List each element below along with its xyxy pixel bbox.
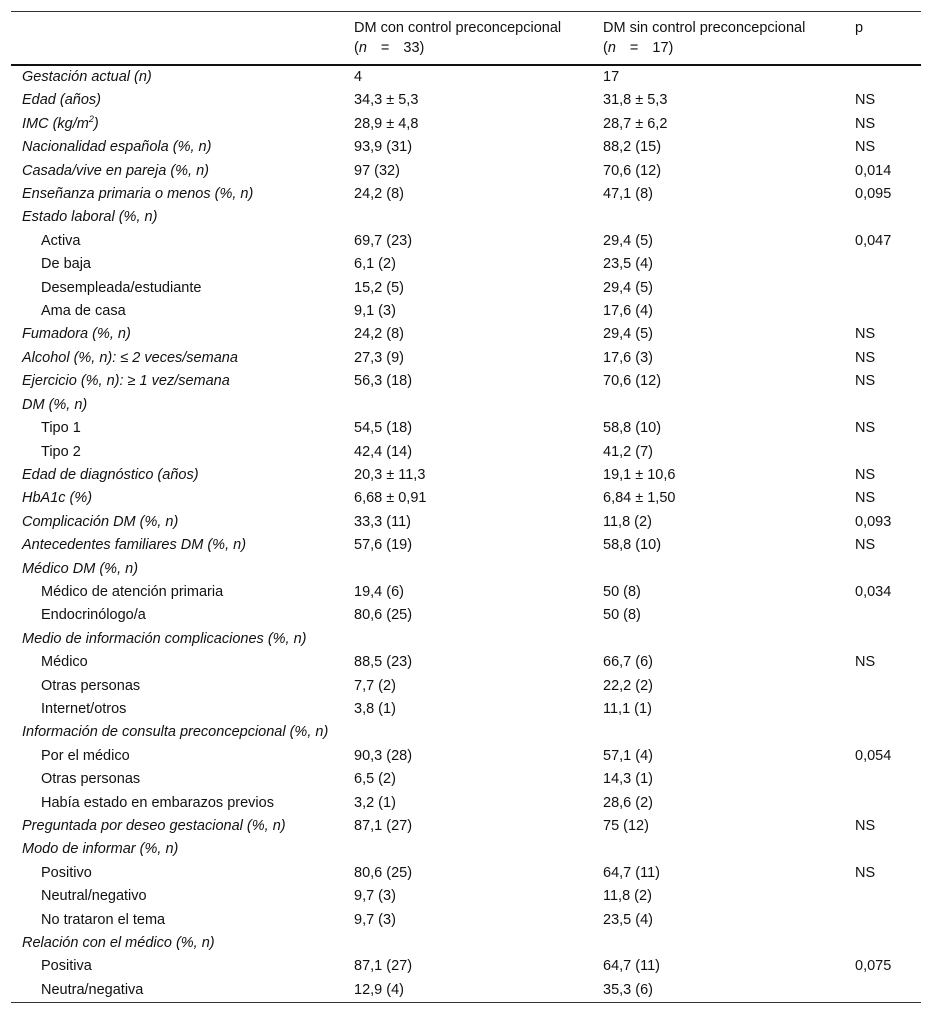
table-row xyxy=(11,955,921,978)
row-label: Edad (años) xyxy=(22,92,101,109)
row-label: DM (%, n) xyxy=(22,396,88,413)
value-without-control: 70,6 (12) xyxy=(603,162,662,179)
value-with-control xyxy=(344,838,593,861)
value-with-control: 7,7 (2) xyxy=(354,677,396,694)
table-row xyxy=(11,300,921,323)
row-label: IMC $(kg/m^2)$ xyxy=(22,113,99,132)
value-with-control: 28,9 ± 4,8 xyxy=(354,115,419,132)
value-without-control: 57,1 (4) xyxy=(603,747,653,764)
value-without-control: 50 (8) xyxy=(603,583,641,600)
row-label: Relación con el médico (%, n) xyxy=(22,935,215,952)
header-with-control-title: DM con control preconcepcional xyxy=(354,20,562,36)
row-label: Medio de información complicaciones (%, n) xyxy=(22,630,307,647)
value-without-control xyxy=(593,394,848,417)
table-row xyxy=(11,534,921,557)
p-value xyxy=(848,768,921,791)
table-header-row xyxy=(11,12,921,65)
row-sublabel: Neutra/negativa xyxy=(11,979,344,1003)
table-row xyxy=(11,347,921,370)
value-with-control: 33,3 (11) xyxy=(354,513,411,530)
value-without-control xyxy=(593,932,848,955)
value-without-control: 58,8 (10) xyxy=(603,537,662,554)
row-sublabel: Otras personas xyxy=(41,677,141,694)
value-without-control: 11,8 (2) xyxy=(603,513,652,530)
header-with-control-n: (n = 33) xyxy=(354,40,425,56)
value-without-control: 29,4 (5) xyxy=(603,232,653,249)
row-sublabel: Tipo 2 xyxy=(41,443,81,460)
row-sublabel: Había estado en embarazos previos xyxy=(41,794,274,811)
p-value: NS xyxy=(855,349,876,366)
value-without-control xyxy=(593,628,848,651)
table-row xyxy=(11,464,921,487)
row-label: Edad de diagnóstico (años) xyxy=(22,466,199,483)
table-body xyxy=(11,65,921,1003)
value-with-control: 12,9 (4) xyxy=(344,979,593,1003)
row-sublabel: Endocrinólogo/a xyxy=(41,607,146,624)
p-value: 0,034 xyxy=(855,583,892,600)
value-without-control xyxy=(593,721,848,744)
table-row xyxy=(11,253,921,276)
value-without-control: 17,6 (3) xyxy=(603,349,653,366)
table-row xyxy=(11,558,921,581)
table-row xyxy=(11,511,921,534)
p-value: 0,093 xyxy=(855,513,892,530)
value-with-control: 57,6 (19) xyxy=(354,537,413,554)
value-with-control: 24,2 (8) xyxy=(354,326,404,343)
table-row xyxy=(11,979,921,1003)
value-without-control: 17 xyxy=(603,69,620,85)
p-value xyxy=(848,932,921,955)
value-without-control: 11,1 (1) xyxy=(603,700,652,717)
value-without-control: 23,5 (4) xyxy=(603,911,653,928)
header-p-value: p xyxy=(848,12,921,65)
value-with-control: 54,5 (18) xyxy=(354,420,413,437)
value-with-control xyxy=(344,206,593,229)
table-row xyxy=(11,65,921,89)
table-row xyxy=(11,230,921,253)
value-without-control: 11,8 (2) xyxy=(603,888,652,905)
value-with-control: 87,1 (27) xyxy=(354,818,413,834)
table-row xyxy=(11,745,921,768)
table-row xyxy=(11,113,921,136)
p-value xyxy=(848,394,921,417)
p-value xyxy=(848,628,921,651)
table-row xyxy=(11,932,921,955)
value-with-control: 9,7 (3) xyxy=(354,911,396,928)
value-with-control: 80,6 (25) xyxy=(354,864,413,881)
row-sublabel: Activa xyxy=(41,232,81,249)
p-value xyxy=(848,604,921,627)
p-value: 0,047 xyxy=(855,232,892,249)
row-label: Fumadora (%, n) xyxy=(22,326,131,343)
value-with-control xyxy=(344,932,593,955)
row-sublabel: Por el médico xyxy=(41,747,130,764)
value-without-control: 31,8 ± 5,3 xyxy=(603,92,668,109)
value-without-control: 28,7 ± 6,2 xyxy=(603,115,668,132)
p-value xyxy=(848,909,921,932)
value-with-control: 42,4 (14) xyxy=(354,443,413,460)
row-sublabel: Neutral/negativo xyxy=(41,888,147,905)
value-with-control: 3,8 (1) xyxy=(354,700,396,717)
row-sublabel: Positivo xyxy=(41,864,92,881)
value-with-control xyxy=(344,628,593,651)
table-row xyxy=(11,183,921,206)
row-sublabel: Ama de casa xyxy=(41,303,126,320)
value-with-control: 93,9 (31) xyxy=(354,139,413,156)
row-label: HbA1c (%) xyxy=(22,490,93,507)
value-with-control: 24,2 (8) xyxy=(354,186,404,203)
p-value: NS xyxy=(855,115,876,132)
value-with-control: 87,1 (27) xyxy=(354,958,413,975)
value-with-control: 97 (32) xyxy=(354,162,400,179)
p-value xyxy=(848,721,921,744)
value-without-control xyxy=(593,558,848,581)
p-value xyxy=(848,885,921,908)
value-with-control: 3,2 (1) xyxy=(354,794,396,811)
row-label: Médico DM (%, n) xyxy=(22,560,139,577)
p-value: NS xyxy=(855,490,876,507)
table-row xyxy=(11,323,921,346)
value-with-control: 27,3 (9) xyxy=(354,349,404,366)
p-value xyxy=(848,300,921,323)
table-row xyxy=(11,441,921,464)
value-with-control: 34,3 ± 5,3 xyxy=(354,92,419,109)
table-row xyxy=(11,721,921,744)
row-label: Estado laboral (%, n) xyxy=(22,209,158,226)
row-label: Casada/vive en pareja (%, n) xyxy=(22,162,209,179)
header-without-control xyxy=(593,12,848,65)
value-with-control xyxy=(344,394,593,417)
p-value xyxy=(848,277,921,300)
value-with-control: 6,1 (2) xyxy=(354,256,396,273)
p-value xyxy=(848,558,921,581)
p-value: NS xyxy=(855,92,876,109)
table-row xyxy=(11,628,921,651)
value-with-control: 90,3 (28) xyxy=(354,747,413,764)
value-without-control: 23,5 (4) xyxy=(603,256,653,273)
value-without-control: 50 (8) xyxy=(603,607,641,624)
value-without-control: 6,84 ± 1,50 xyxy=(603,490,676,507)
p-value xyxy=(848,675,921,698)
value-with-control: 6,5 (2) xyxy=(354,771,396,788)
table-row xyxy=(11,862,921,885)
table-row xyxy=(11,838,921,861)
table-row xyxy=(11,792,921,815)
table-row xyxy=(11,885,921,908)
value-without-control: 75 (12) xyxy=(603,818,649,834)
value-without-control xyxy=(593,838,848,861)
p-value: NS xyxy=(855,537,876,554)
table-row xyxy=(11,675,921,698)
value-with-control: 4 xyxy=(354,69,363,85)
value-without-control: 88,2 (15) xyxy=(603,139,662,156)
value-with-control: 20,3 ± 11,3 xyxy=(354,466,426,483)
table-row xyxy=(11,394,921,417)
p-value: NS xyxy=(855,654,876,671)
p-value xyxy=(848,698,921,721)
p-value: 0,075 xyxy=(855,958,892,975)
p-value: 0,014 xyxy=(855,162,892,179)
value-with-control: 88,5 (23) xyxy=(354,654,413,671)
value-without-control: 29,4 (5) xyxy=(603,326,653,343)
value-without-control: 19,1 ± 10,6 xyxy=(603,466,676,483)
table-row xyxy=(11,277,921,300)
value-with-control: 80,6 (25) xyxy=(354,607,413,624)
value-without-control: 22,2 (2) xyxy=(603,677,653,694)
header-without-control-title: DM sin control preconcepcional xyxy=(603,20,806,36)
p-value xyxy=(848,206,921,229)
table-row xyxy=(11,581,921,604)
row-label: Antecedentes familiares DM (%, n) xyxy=(22,537,247,554)
p-value xyxy=(848,792,921,815)
row-label: Enseñanza primaria o menos (%, n) xyxy=(22,186,254,203)
table-row xyxy=(11,651,921,674)
p-value: NS xyxy=(855,373,876,390)
row-sublabel: Tipo 1 xyxy=(41,420,81,437)
table-row xyxy=(11,768,921,791)
header-without-control-n: (n = 17) xyxy=(603,40,674,56)
value-without-control: 14,3 (1) xyxy=(603,771,653,788)
p-value: NS xyxy=(855,818,876,834)
value-with-control xyxy=(344,558,593,581)
value-without-control: 64,7 (11) xyxy=(603,958,660,975)
row-sublabel: Médico de atención primaria xyxy=(41,583,224,600)
p-value: NS xyxy=(855,139,876,156)
p-value xyxy=(848,441,921,464)
table-row xyxy=(11,370,921,393)
table-row xyxy=(11,206,921,229)
value-with-control xyxy=(344,721,593,744)
table-row xyxy=(11,487,921,510)
p-value xyxy=(848,838,921,861)
value-without-control: 28,6 (2) xyxy=(603,794,653,811)
table-row xyxy=(11,89,921,112)
table-row xyxy=(11,698,921,721)
table-row xyxy=(11,136,921,159)
row-label: Información de consulta preconcepcional (%, n) xyxy=(22,724,329,741)
row-label: Modo de informar (%, n) xyxy=(22,841,179,858)
value-without-control: 64,7 (11) xyxy=(603,864,660,881)
row-label: Preguntada por deseo gestacional (%, n) xyxy=(22,818,286,834)
table-row xyxy=(11,815,921,838)
p-value xyxy=(848,65,921,89)
row-label: Gestación actual (n) xyxy=(22,69,152,85)
row-label: Nacionalidad española (%, n) xyxy=(22,139,212,156)
row-sublabel: Otras personas xyxy=(41,771,141,788)
value-with-control: 69,7 (23) xyxy=(354,232,413,249)
value-without-control: 66,7 (6) xyxy=(603,654,653,671)
value-without-control: 58,8 (10) xyxy=(603,420,662,437)
table-row xyxy=(11,604,921,627)
p-value xyxy=(848,979,921,1003)
row-sublabel: Internet/otros xyxy=(41,700,127,717)
p-value: NS xyxy=(855,466,876,483)
value-without-control: 17,6 (4) xyxy=(603,303,653,320)
value-with-control: 9,1 (3) xyxy=(354,303,396,320)
header-label-column xyxy=(11,12,344,65)
p-value: 0,054 xyxy=(855,747,892,764)
table-row xyxy=(11,909,921,932)
row-sublabel: No trataron el tema xyxy=(41,911,166,928)
p-value xyxy=(848,253,921,276)
header-with-control xyxy=(344,12,593,65)
value-with-control: 9,7 (3) xyxy=(354,888,396,905)
value-without-control xyxy=(593,206,848,229)
row-sublabel: Médico xyxy=(41,654,88,671)
value-with-control: 15,2 (5) xyxy=(354,279,404,296)
row-label: Alcohol (%, n): ≤ 2 veces/semana xyxy=(22,349,238,366)
table-container xyxy=(11,11,921,1003)
table-row xyxy=(11,160,921,183)
comparison-table xyxy=(11,11,921,1003)
value-with-control: 19,4 (6) xyxy=(354,583,404,600)
value-with-control: 6,68 ± 0,91 xyxy=(354,490,427,507)
value-without-control: 70,6 (12) xyxy=(603,373,662,390)
p-value: NS xyxy=(855,326,876,343)
value-with-control: 56,3 (18) xyxy=(354,373,413,390)
p-value: 0,095 xyxy=(855,186,892,203)
row-sublabel: Desempleada/estudiante xyxy=(41,279,202,296)
p-value: NS xyxy=(855,864,876,881)
value-without-control: 35,3 (6) xyxy=(593,979,848,1003)
row-sublabel: Positiva xyxy=(41,958,92,975)
value-without-control: 29,4 (5) xyxy=(603,279,653,296)
table-row xyxy=(11,417,921,440)
row-sublabel: De baja xyxy=(41,256,91,273)
row-label: Ejercicio (%, n): ≥ 1 vez/semana xyxy=(22,373,230,390)
value-without-control: 47,1 (8) xyxy=(603,186,653,203)
row-label: Complicación DM (%, n) xyxy=(22,513,179,530)
p-value: NS xyxy=(855,420,876,437)
value-without-control: 41,2 (7) xyxy=(603,443,653,460)
